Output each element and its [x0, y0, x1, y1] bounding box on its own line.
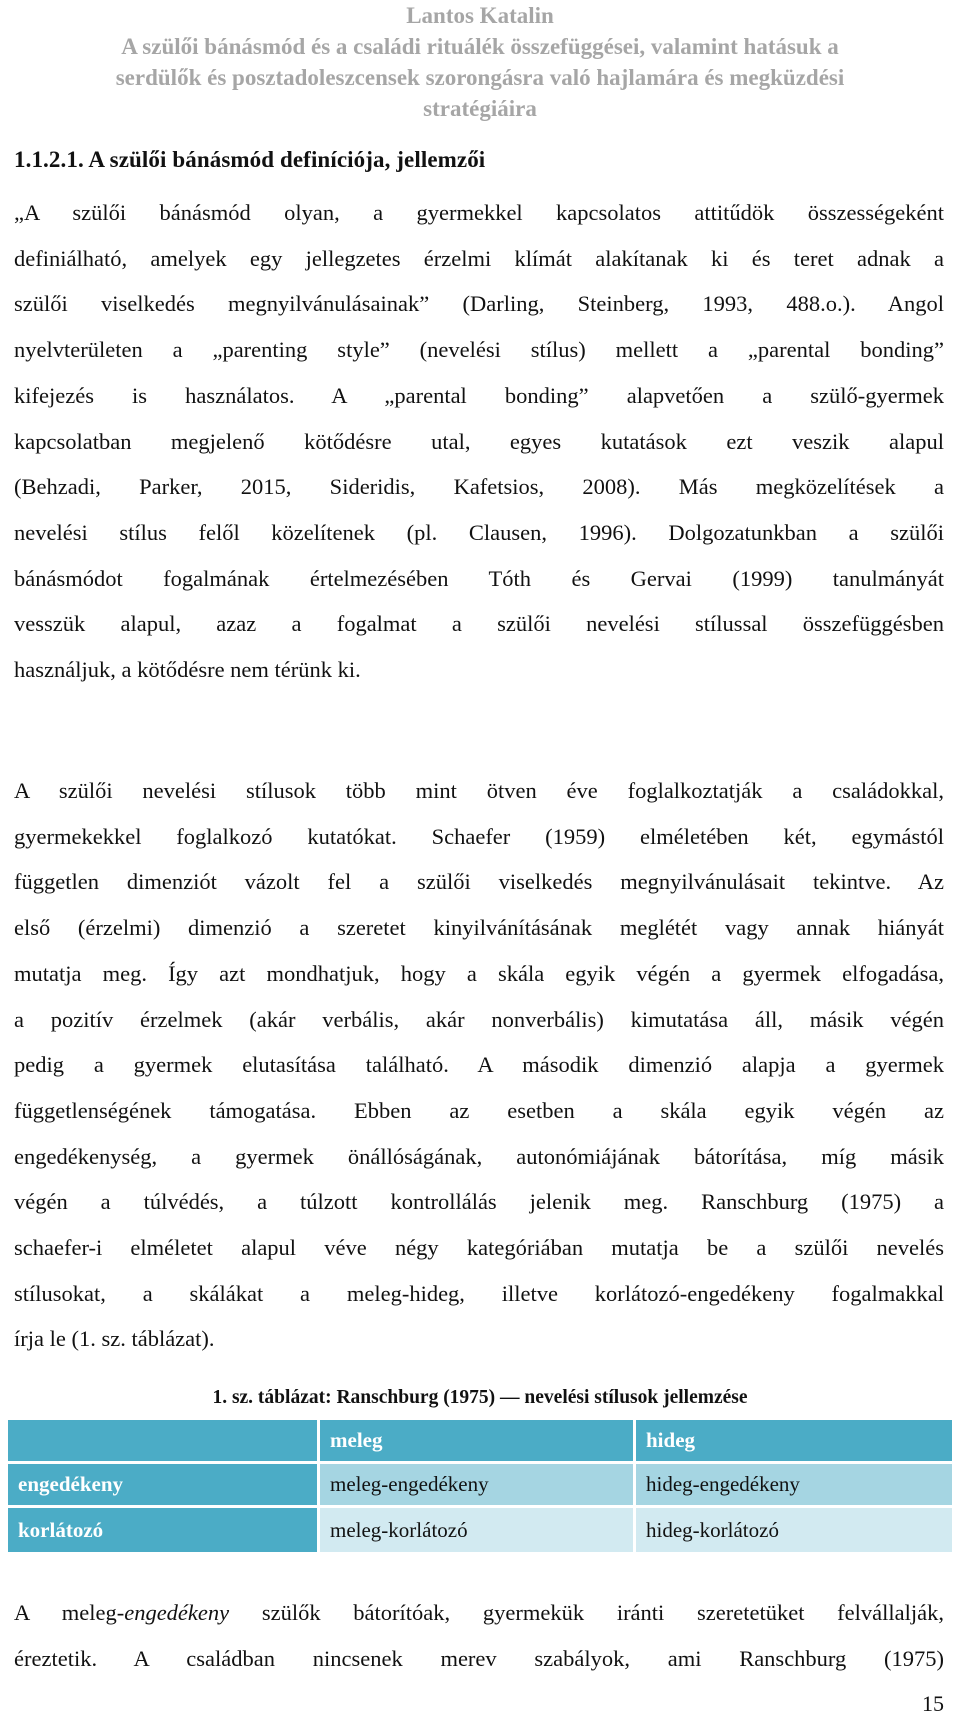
text-line: szülői viselkedés megnyilvánulásainak” (Darling, Steinberg, 1993, 488.o.). Angol: [14, 291, 944, 317]
section-title: 1.1.2.1. A szülői bánásmód definíciója, jellemzői: [14, 147, 486, 172]
table-header-row: [8, 1420, 952, 1464]
text-line: a pozitív érzelmek (akár verbális, akár nonverbális) kimutatása áll, másik végén: [14, 1006, 944, 1032]
paragraph-styles: [14, 768, 944, 1362]
text-line: nevelési stílus felől közelítenek (pl. Clausen, 1996). Dolgozatunkban a szülői: [14, 519, 944, 545]
text-line: éreztetik. A családban nincsenek merev szabályok, ami Ranschburg (1975): [14, 1645, 944, 1671]
table-row: [8, 1464, 952, 1508]
text-line: pedig a gyermek elutasítása található. A második dimenzió alapja a gyermek: [14, 1052, 944, 1078]
text-line: definiálható, amelyek egy jellegzetes érzelmi klímát alakítanak ki és teret adnak a: [14, 245, 944, 271]
text-line: stílusokat, a skálákat a meleg-hideg, illetve korlátozó-engedékeny fogalmakkal: [14, 1280, 944, 1306]
table-cell: hideg-engedékeny: [636, 1464, 952, 1508]
header-title-line: A szülői bánásmód és a családi rituálék összefüggései, valamint hatásuk a: [121, 34, 839, 59]
table-cell: hideg-korlátozó: [636, 1508, 952, 1552]
text-line: kapcsolatban megjelenő kötődésre utal, egyes kutatások ezt veszik alapul: [14, 428, 944, 454]
text-line: függetlenségének támogatása. Ebben az esetben a skála egyik végén az: [14, 1097, 944, 1123]
header-title-line: serdülők és posztadoleszcensek szorongásra való hajlamára és megküzdési: [115, 65, 845, 90]
table-cell: meleg-korlátozó: [320, 1508, 636, 1552]
text-line: használjuk, a kötődésre nem térünk ki.: [14, 657, 361, 683]
text-line: független dimenziót vázolt fel a szülői viselkedés megnyilvánulásait tekintve. Az: [14, 869, 944, 895]
text-line: „A szülői bánásmód olyan, a gyermekkel kapcsolatos attitűdök összességeként: [14, 200, 944, 225]
italic-term: engedékeny: [124, 1600, 230, 1625]
text-line: írja le (1. sz. táblázat).: [14, 1326, 215, 1352]
running-header: [0, 0, 960, 124]
text-line: első (érzelmi) dimenzió a szeretet kinyilvánításának meglétét vagy annak hiányát: [14, 915, 944, 941]
text-line: végén a túlvédés, a túlzott kontrollálás jelenik meg. Ranschburg (1975) a: [14, 1189, 944, 1215]
header-author: Lantos Katalin: [406, 3, 554, 28]
text-line: mutatja meg. Így azt mondhatjuk, hogy a skála egyik végén a gyermek elfogadása,: [14, 960, 944, 986]
text-line: gyermekekkel foglalkozó kutatókat. Schaefer (1959) elméletében két, egymástól: [14, 823, 944, 849]
text-line: kifejezés is használatos. A „parental bonding” alapvetően a szülő-gyermek: [14, 382, 944, 408]
text-line: (Behzadi, Parker, 2015, Sideridis, Kafetsios, 2008). Más megközelítések a: [14, 474, 944, 500]
paragraph-definition: [14, 190, 944, 693]
text-line: bánásmódot fogalmának értelmezésében Tóth és Gervai (1999) tanulmányát: [14, 565, 944, 591]
text-run: szülők bátorítóak, gyermekük iránti szeretetüket felvállalják,: [229, 1600, 944, 1625]
text-line: nyelvterületen a „parenting style” (nevelési stílus) mellett a „parental bonding”: [14, 337, 944, 363]
table-row: [8, 1508, 952, 1552]
text-run: A meleg-: [14, 1600, 125, 1625]
table-cell: meleg-engedékeny: [320, 1464, 636, 1508]
table-column-header: meleg: [320, 1420, 636, 1464]
text-line: vesszük alapul, azaz a fogalmat a szülői nevelési stílussal összefüggésben: [14, 611, 944, 637]
table-caption: 1. sz. táblázat: Ranschburg (1975) — nevelési stílusok jellemzése: [212, 1387, 748, 1408]
text-line: A szülői nevelési stílusok több mint ötven éve foglalkoztatják a családokkal,: [14, 778, 944, 803]
table-column-header: hideg: [636, 1420, 952, 1464]
text-line: engedékenység, a gyermek önállóságának, autonómiájának bátorítása, míg másik: [14, 1143, 944, 1169]
header-title-line: stratégiáira: [423, 96, 537, 121]
table-row-header: engedékeny: [8, 1464, 320, 1508]
parenting-styles-table: [8, 1420, 952, 1552]
table-corner-cell: [8, 1420, 320, 1464]
page-number: 15: [922, 1691, 944, 1716]
paragraph-warm-permissive: [14, 1590, 944, 1681]
text-line: [14, 1590, 944, 1636]
table-row-header: korlátozó: [8, 1508, 320, 1552]
text-line: schaefer-i elméletet alapul véve négy kategóriában mutatja be a szülői nevelés: [14, 1235, 944, 1261]
